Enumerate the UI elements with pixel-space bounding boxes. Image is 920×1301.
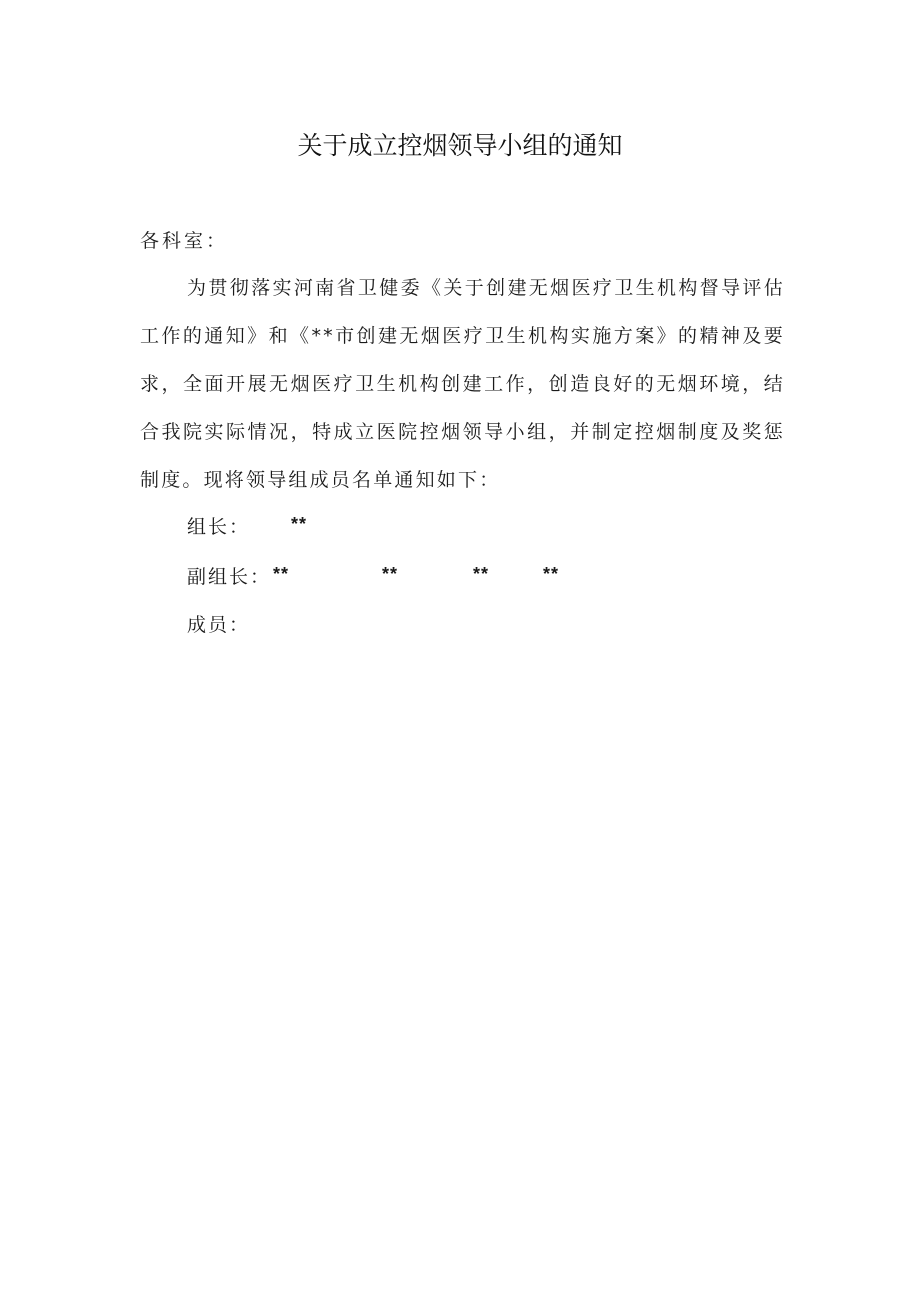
body-paragraph — [140, 264, 785, 504]
leader-row — [187, 512, 308, 539]
deputy-leader-name: ** — [273, 564, 290, 584]
body-line: 合我院实际情况，特成立医院控烟领导小组，并制定控烟制度及奖惩 — [140, 421, 785, 443]
body-line: 为贯彻落实河南省卫健委《关于创建无烟医疗卫生机构督导评估 — [187, 277, 785, 299]
leader-name: ** — [291, 514, 308, 534]
members-row — [187, 610, 250, 637]
deputy-leader-name: ** — [382, 564, 399, 584]
deputy-leader-row — [187, 562, 560, 589]
leader-label: 组长： — [187, 516, 251, 538]
deputy-leader-name: ** — [543, 564, 560, 584]
body-line: 制度。现将领导组成员名单通知如下： — [140, 469, 501, 491]
body-line: 工作的通知》和《**市创建无烟医疗卫生机构实施方案》的精神及要 — [140, 325, 785, 347]
salutation: 各科室： — [140, 230, 229, 252]
page-title: 关于成立控烟领导小组的通知 — [297, 131, 623, 160]
members-label: 成员： — [187, 614, 251, 636]
deputy-leader-label: 副组长： — [187, 566, 272, 588]
deputy-leader-name: ** — [473, 564, 490, 584]
body-line: 求，全面开展无烟医疗卫生机构创建工作，创造良好的无烟环境，结 — [140, 373, 785, 395]
